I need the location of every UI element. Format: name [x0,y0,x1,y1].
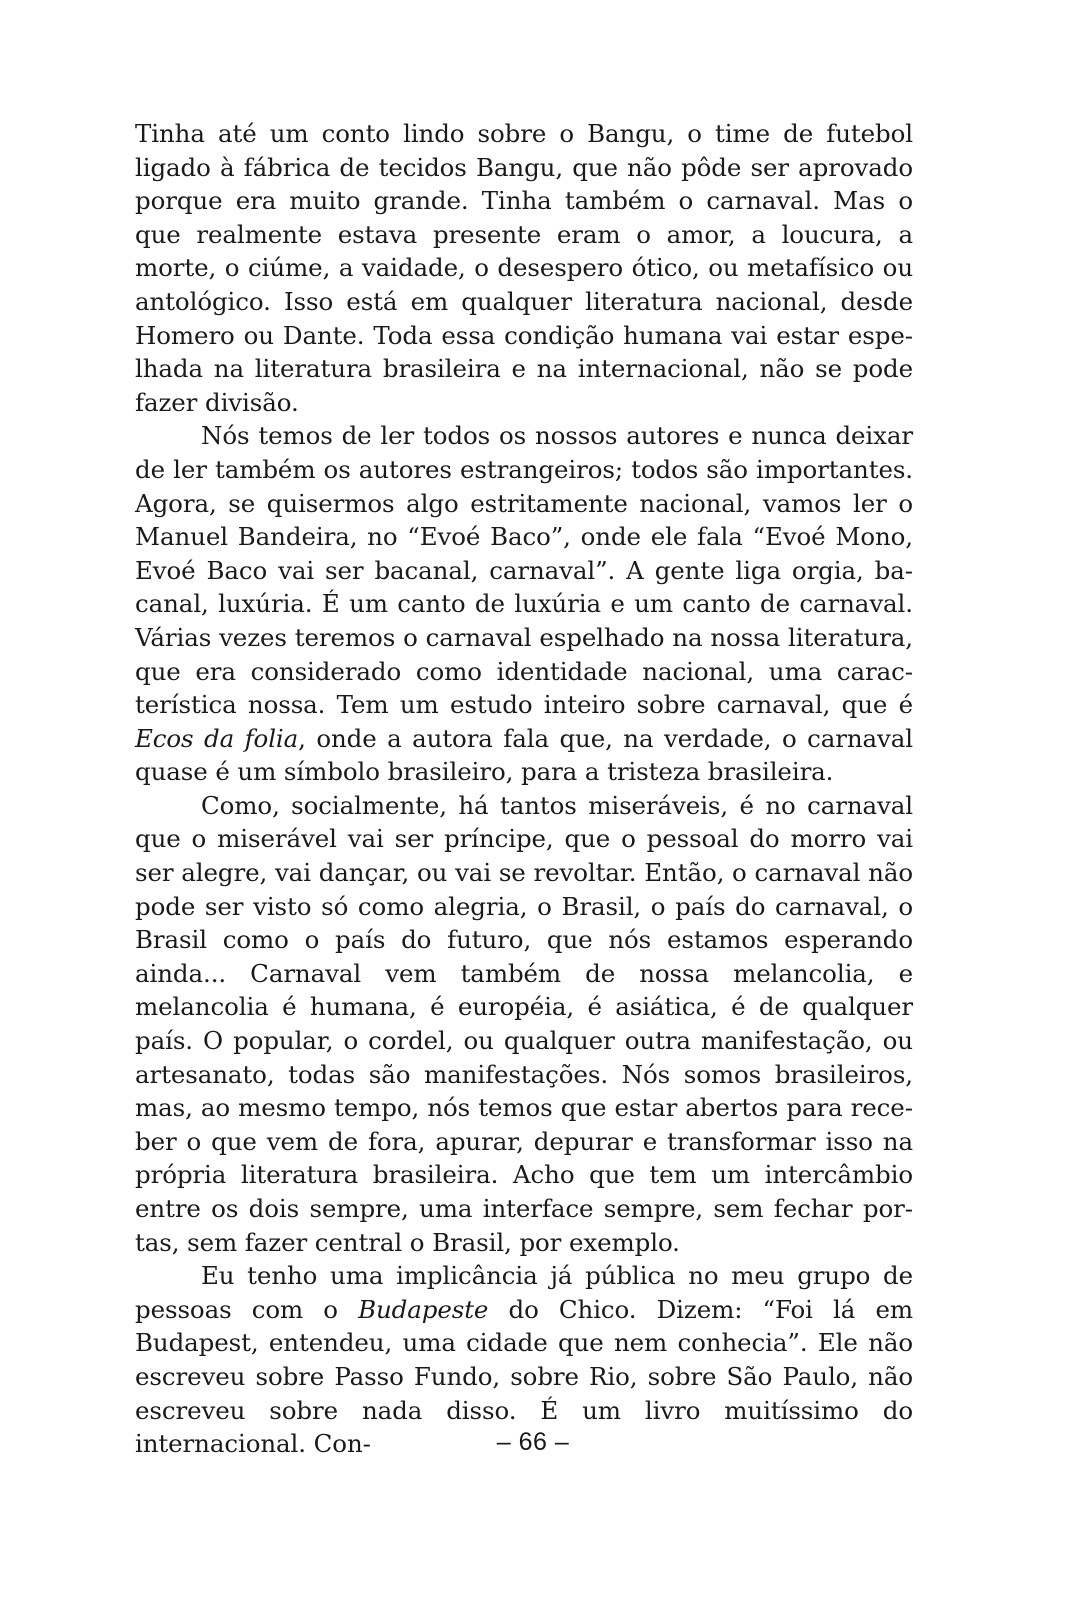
paragraph-2-text-a: Nós temos de ler todos os nossos autores e nunca deixar de ler também os autores estrangeiros; todos são importantes. Agora, se quisermos algo estritamente nacional, vamos ler o Manuel Bandeira, no “Evoé Baco”, onde ele fala “Evoé Mono, Evoé Baco vai ser bacanal, carnaval”. A gente liga orgia, bacanal, luxúria. É um canto de luxúria e um canto de carnaval. Várias vezes teremos o carnaval espelhado na nossa literatura, que era considerado como identidade nacional, uma característica nossa. Tem um estudo inteiro sobre carnaval, que é [135,421,913,720]
paragraph-3 [135,789,913,1259]
paragraph-1-text: Tinha até um conto lindo sobre o Bangu, o time de futebol ligado à fábrica de tecidos Bangu, que não pôde ser aprovado porque era muito grande. Tinha também o carnaval. Mas o que realmente estava presente eram o amor, a loucura, a morte, o ciúme, a vaidade, o desespero ótico, ou metafísico ou antológico. Isso está em qualquer literatura nacional, desde Homero ou Dante. Toda essa condição humana vai estar espelhada na literatura brasileira e na internacional, não se pode fazer divisão. [135,119,913,417]
book-title-ecos-da-folia: Ecos da folia [135,723,299,753]
paragraph-4-text-a: Eu tenho uma implicância já pública no meu grupo de pessoas com o [135,1261,913,1324]
book-title-budapeste: Budapeste [358,1294,489,1324]
paragraph-4-text-b: do Chico. Dizem: “Foi lá em Budapest, entendeu, uma cidade que nem conhecia”. Ele não escreveu sobre Passo Fundo, sobre Rio, sobre São Paulo, não escreveu sobre nada disso. É um livro muitíssimo do internacional. Con- [135,1294,913,1459]
paragraph-2 [135,419,913,789]
paragraph-2-text-b: , onde a autora fala que, na verdade, o carnaval quase é um símbolo brasileiro, para a tristeza brasileira. [135,723,913,787]
page-number: – 66 – [496,1428,570,1456]
paragraph-1 [135,117,913,419]
page-body [135,117,913,1461]
paragraph-3-text: Como, socialmente, há tantos miseráveis, é no carnaval que o miserável vai ser príncipe, que o pessoal do morro vai ser alegre, vai dançar, ou vai se revoltar. Então, o carnaval não pode ser visto só como alegria, o Brasil, o país do carnaval, o Brasil como o país do futuro, que nós estamos esperando ainda... Carnaval vem também de nossa melancolia, e melancolia é humana, é européia, é asiática, é de qualquer país. O popular, o cordel, ou qualquer outra manifestação, ou artesanato, todas são manifestações. Nós somos brasileiros, mas, ao mesmo tempo, nós temos que estar abertos para receber o que vem de fora, apurar, depurar e transformar isso na própria literatura brasileira. Acho que tem um intercâmbio entre os dois sempre, uma interface sempre, sem fechar portas, sem fazer central o Brasil, por exemplo. [135,790,913,1257]
